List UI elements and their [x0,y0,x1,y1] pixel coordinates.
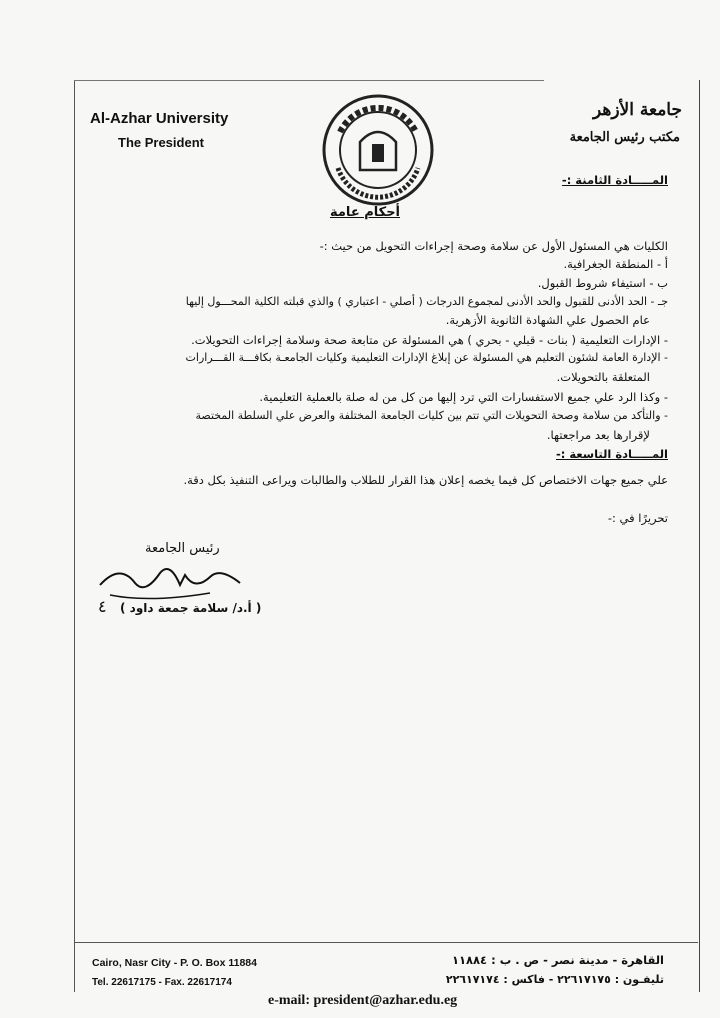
article-8-heading: المـــــادة الثامنة :- [561,173,668,187]
article-9-heading: المـــــادة التاسعة :- [555,447,668,461]
footer-email[interactable]: e-mail: president@azhar.edu.eg [268,993,458,1008]
president-title-en: The President [118,135,204,150]
body-line: - الإدارة العامة لشئون التعليم هي المسئولة عن إبلاغ الإدارات التعليمية وكليات الجامعـة بكافـــة القـــرارات [185,351,668,364]
body-line: جـ - الحد الأدنى للقبول والحد الأدنى لمجموع الدرجات ( أصلي - اعتباري ) والذي قبلته الكلية المحـــول إليها [185,295,668,308]
university-name-ar: جامعة الأزهر [592,100,682,120]
header-rule [74,80,544,81]
body-line: أ - المنطقة الجغرافية. [563,257,668,271]
body-line: الكليات هي المسئول الأول عن سلامة وصحة إجراءات التحويل من حيث :- [319,239,668,253]
footer-rule [74,942,698,943]
body-line: المتعلقة بالتحويلات. [556,370,650,384]
footer-phone-en: Tel. 22617175 - Fax. 22617174 [92,977,232,988]
footer-address-en: Cairo, Nasr City - P. O. Box 11884 [92,957,257,969]
signature-block [90,535,290,635]
body-line: لإقرارها بعد مراجعتها. [546,428,650,442]
body-line: - والتأكد من سلامة وصحة التحويلات التي تتم بين كليات الجامعة المختلفة والعرض علي السلطة المختصة [195,409,668,422]
body-line: عام الحصول علي الشهادة الثانوية الأزهرية. [445,313,650,327]
footer-address-ar: القاهرة - مدينة نصر - ص . ب : ١١٨٨٤ [451,953,664,967]
written-in: تحريرًا في :- [607,511,668,525]
university-name-en: Al-Azhar University [90,110,229,127]
section-title: أحكام عامة [330,205,401,220]
body-line: ب - استيفاء شروط القبول. [537,276,668,290]
body-line: - وكذا الرد علي جميع الاستفسارات التي ترد إليها من كل من له صلة بالعملية التعليمية. [259,390,668,404]
article-9-text: علي جميع جهات الاختصاص كل فيما يخصه إعلان هذا القرار للطلاب والطالبات ويراعى التنفيذ بكل دقة. [183,473,668,487]
university-seal-icon [320,92,436,208]
signatory-name: ( أ.د/ سلامة جمعة داود ) [120,601,262,615]
body-line: - الإدارات التعليمية ( بنات - قبلي - بحري ) هي المسئولة عن متابعة صحة وسلامة إجراءات التحويلات. [191,333,668,347]
signature-title: رئيس الجامعة [145,541,220,556]
office-name-ar: مكتب رئيس الجامعة [569,130,680,145]
footer-phone-ar: تليفـون : ٢٢٦١٧١٧٥ - فاكس : ٢٢٦١٧١٧٤ [445,973,664,986]
signature-mark: ٤ [98,597,107,616]
handwritten-signature-icon [90,555,260,605]
